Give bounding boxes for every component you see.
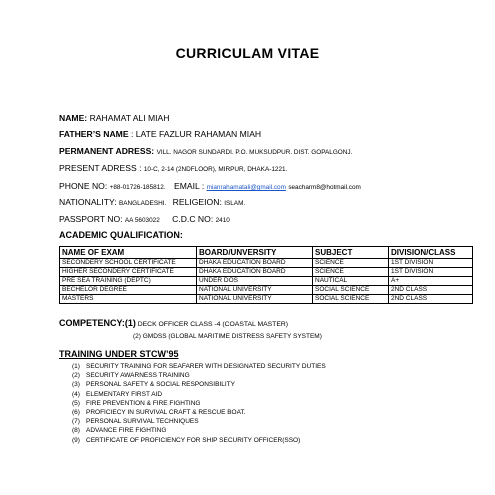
table-cell: BECHELOR DEGREE (60, 286, 197, 295)
table-cell: SCIENCE (313, 268, 389, 277)
list-item-number: (7) (72, 418, 80, 426)
present-address-line (59, 163, 287, 173)
table-cell: A+ (389, 277, 473, 286)
list-item-text: SECURITY TRAINING FOR SEAFARER WITH DESIGNATED SECURITY DUTIES (86, 363, 326, 370)
list-item-number: (8) (72, 427, 80, 435)
list-item (72, 390, 326, 399)
name-value: RAHAMAT ALI MIAH (89, 113, 170, 123)
competency-item-1-number: (1) (124, 318, 136, 328)
father-line (59, 129, 261, 139)
academic-heading: ACADEMIC QUALIFICATION: (59, 230, 183, 240)
list-item (72, 362, 326, 371)
table-cell: UNDER DOS (197, 277, 313, 286)
list-item (72, 380, 326, 389)
list-item (72, 436, 326, 445)
table-cell: 2ND CLASS (389, 286, 473, 295)
list-item-number: (9) (72, 436, 80, 444)
competency-item-2: (2) GMDSS (GLOBAL MARITIME DISTRESS SAFETY SYSTEM) (133, 333, 322, 340)
religion-label: RELIGEION: (172, 197, 222, 207)
email-link[interactable]: mianrahamatali@gmail.com (206, 184, 286, 191)
table-row (60, 295, 473, 304)
present-address-value: 10-C, 2-14 (2NDFLOOR), MIRPUR, DHAKA-1221. (143, 166, 288, 173)
nationality-value: BANGLADESHI. (119, 200, 167, 207)
list-item (72, 408, 326, 417)
permanent-address-value: VILL. NAGOR SUNDARDI. P.O. MUKSUDPUR. DIST. GOPALGONJ. (156, 149, 353, 156)
table-cell: 1ST DIVISION (389, 268, 473, 277)
list-item (72, 417, 326, 426)
passport-label: PASSPORT NO: (59, 214, 123, 224)
table-row (60, 259, 473, 268)
present-address-label: PRESENT ADRESS : (59, 163, 142, 173)
list-item-text: ELEMENTARY FIRST AID (86, 390, 163, 398)
list-item-text: PROFICIECY IN SURVIVAL CRAFT & RESCUE BOAT. (86, 408, 246, 416)
competency-line (59, 318, 288, 328)
list-item (72, 426, 326, 435)
list-item-text: ADVANCE FIRE FIGHTING (86, 427, 167, 435)
list-item-number: (3) (72, 381, 80, 389)
table-cell: 2ND CLASS (389, 295, 473, 304)
page-title: CURRICULAM VITAE (175, 45, 320, 61)
table-cell: DHAKA EDUCATION BOARD (197, 259, 313, 268)
table-cell: SCIENCE (313, 259, 389, 268)
name-line (59, 113, 169, 123)
cdc-value: 2410 (215, 217, 230, 224)
email-label: EMAIL : (173, 181, 205, 191)
email-value-2: seacharm8@hotmail.com (288, 184, 361, 191)
competency-item-1-text: DECK OFFICER CLASS -4 (COASTAL MASTER) (135, 321, 289, 328)
list-item-number: (2) (72, 372, 80, 380)
father-value: : LATE FAZLUR RAHAMAN MIAH (130, 129, 262, 139)
table-row (60, 268, 473, 277)
cdc-label: C.D.C NO: (172, 214, 214, 224)
permanent-address-line (59, 146, 352, 156)
list-item-number: (6) (72, 408, 80, 416)
list-item (72, 399, 326, 408)
nationality-line (59, 197, 245, 207)
table-row (60, 277, 473, 286)
table-cell: PRE SEA TRAINING (DEPTC) (60, 277, 197, 286)
list-item (72, 371, 326, 380)
father-label: FATHER’S NAME (59, 129, 129, 139)
permanent-address-label: PERMANENT ADRESS: (59, 146, 155, 156)
nationality-label: NATIONALITY: (59, 197, 117, 207)
training-list (72, 362, 326, 445)
column-header: BOARD/UNVERSITY (197, 247, 313, 259)
name-label: NAME: (59, 113, 88, 123)
list-item-text: PERSONAL SURVIVAL TECHNIQUES (86, 418, 199, 426)
table-cell: HIGHER SECONDERY CERTIFICATE (60, 268, 197, 277)
column-header: NAME OF EXAM (60, 247, 197, 259)
table-row (60, 286, 473, 295)
column-header: SUBJECT (313, 247, 389, 259)
passport-line (59, 214, 230, 224)
table-cell: NATIONAL UNIVERSITY (197, 295, 313, 304)
phone-value: +88-01726-185812. (109, 184, 166, 191)
table-cell: NAUTICAL (313, 277, 389, 286)
phone-label: PHONE NO: (59, 181, 110, 191)
table-cell: 1ST DIVISION (389, 259, 473, 268)
table-cell: DHAKA EDUCATION BOARD (197, 268, 313, 277)
list-item-text: FIRE PREVENTION & FIRE FIGHTING (86, 399, 201, 407)
competency-label: COMPETENCY: (59, 318, 125, 328)
religion-value: ISLAM. (224, 200, 246, 207)
table-cell: SOCIAL SCIENCE (313, 286, 389, 295)
table-cell: NATIONAL UNIVERSITY (197, 286, 313, 295)
training-heading: TRAINING UNDER STCW’95 (59, 349, 179, 359)
list-item-number: (1) (72, 363, 80, 370)
list-item-number: (4) (72, 390, 80, 398)
list-item-text: CERTIFICATE OF PROFICIENCY FOR SHIP SECURITY OFFICER(SSO) (86, 436, 301, 444)
passport-value: AA 5603022 (124, 217, 160, 224)
table-header-row (60, 247, 473, 259)
table-cell: SECONDERY SCHOOL CERTIFICATE (60, 259, 197, 268)
academic-table (59, 246, 473, 304)
table-cell: MASTERS (60, 295, 197, 304)
list-item-number: (5) (72, 399, 80, 407)
list-item-text: SECURITY AWARNESS TRAINING (86, 372, 190, 380)
contact-line (59, 181, 361, 191)
list-item-text: PERSONAL SAFETY & SOCIAL RESPONSIBILITY (86, 381, 235, 389)
table-cell: SOCIAL SCIENCE (313, 295, 389, 304)
column-header: DIVISION/CLASS (389, 247, 473, 259)
